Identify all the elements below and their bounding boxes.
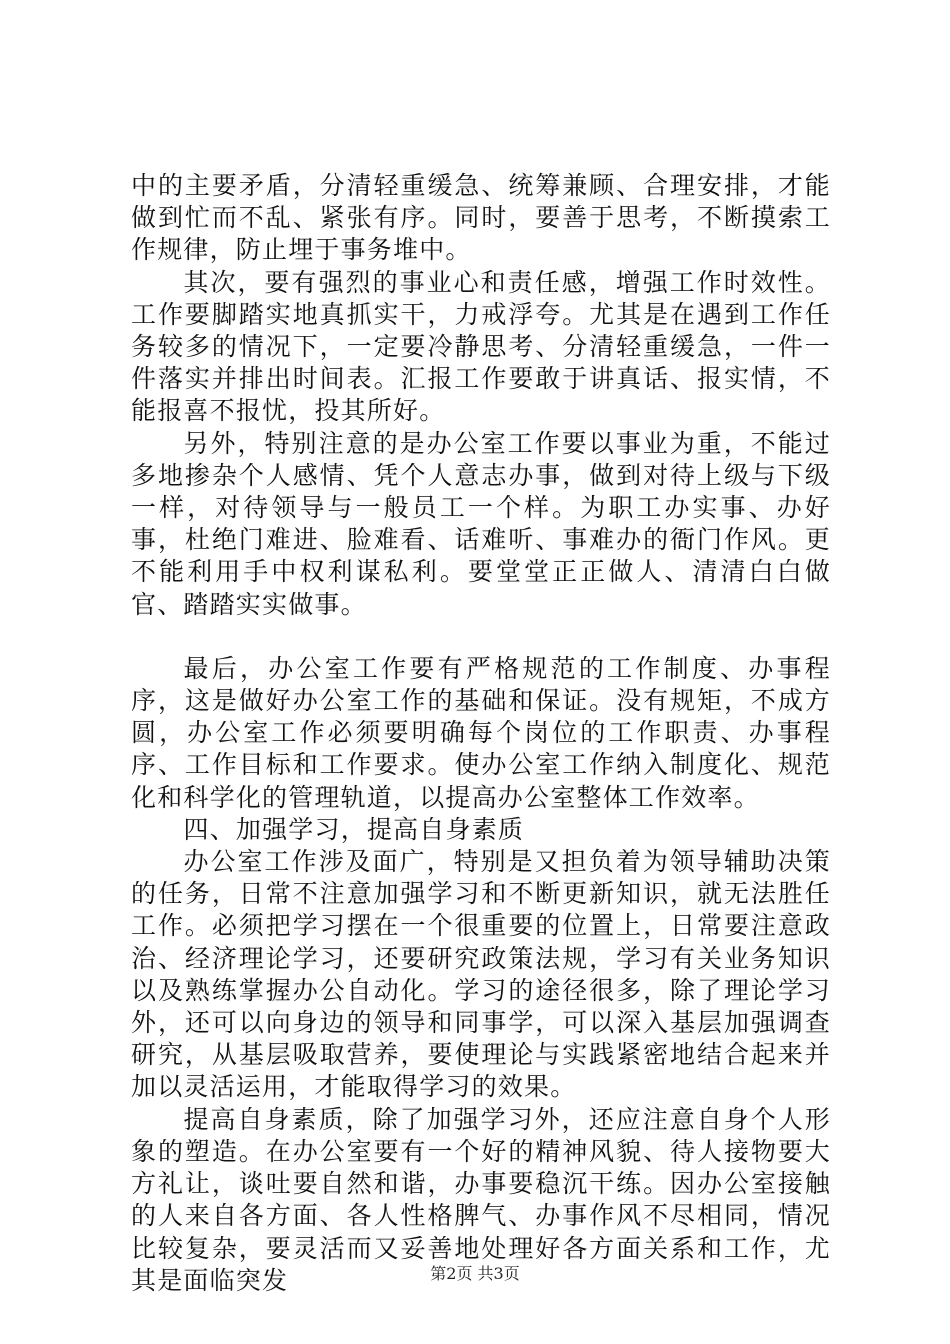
paragraph-continuation: 中的主要矛盾，分清轻重缓急、统筹兼顾、合理安排，才能做到忙而不乱、紧张有序。同时，要善于思考，不断摸索工作规律，防止埋于事务堆中。 [131, 171, 831, 265]
paragraph-furthermore: 另外，特别注意的是办公室工作要以事业为重，不能过多地掺杂个人感情、凭个人意志办事，做到对待上级与下级一样，对待领导与一般员工一个样。为职工办实事、办好事，杜绝门难进、脸难看、话难听、事难办的衙门作风。更不能利用手中权利谋私利。要堂堂正正做人、清清白白做官、踏踏实实做事。 [131, 428, 831, 619]
paragraph-second: 其次，要有强烈的事业心和责任感，增强工作时效性。工作要脚踏实地真抓实干，力戒浮夸。尤其是在遇到工作任务较多的情况下，一定要冷静思考、分清轻重缓急，一件一件落实并排出时间表。汇报工作要敢于讲真话、报实情，不能报喜不报忧，投其所好。 [131, 267, 831, 426]
paragraph-finally: 最后，办公室工作要有严格规范的工作制度、办事程序，这是做好办公室工作的基础和保证。没有规矩，不成方圆，办公室工作必须要明确每个岗位的工作职责、办事程序、工作目标和工作要求。使办公室工作纳入制度化、规范化和科学化的管理轨道，以提高办公室整体工作效率。 [131, 653, 831, 812]
document-body [131, 170, 831, 1297]
section-heading-four: 四、加强学习，提高自身素质 [183, 814, 525, 844]
paragraph-study: 办公室工作涉及面广，特别是又担负着为领导辅助决策的任务，日常不注意加强学习和不断更新知识，就无法胜任工作。必须把学习摆在一个很重要的位置上，日常要注意政治、经济理论学习，还要研究政策法规，学习有关业务知识以及熟练掌握办公自动化。学习的途径很多，除了理论学习外，还可以向身边的领导和同事学，可以深入基层加强调查研究，从基层吸取营养，要使理论与实践紧密地结合起来并加以灵活运用，才能取得学习的效果。 [131, 847, 831, 1102]
paragraph-quality: 提高自身素质，除了加强学习外，还应注意自身个人形象的塑造。在办公室要有一个好的精神风貌、待人接物要大方礼让，谈吐要自然和谐，办事要稳沉干练。因办公室接触的人来自各方面、各人性格脾气、办事作风不尽相同，情况比较复杂，要灵活而又妥善地处理好各方面关系和工作，尤其是面临突发 [131, 1104, 831, 1295]
page-number-footer: 第2页 共3页 [430, 1264, 520, 1283]
